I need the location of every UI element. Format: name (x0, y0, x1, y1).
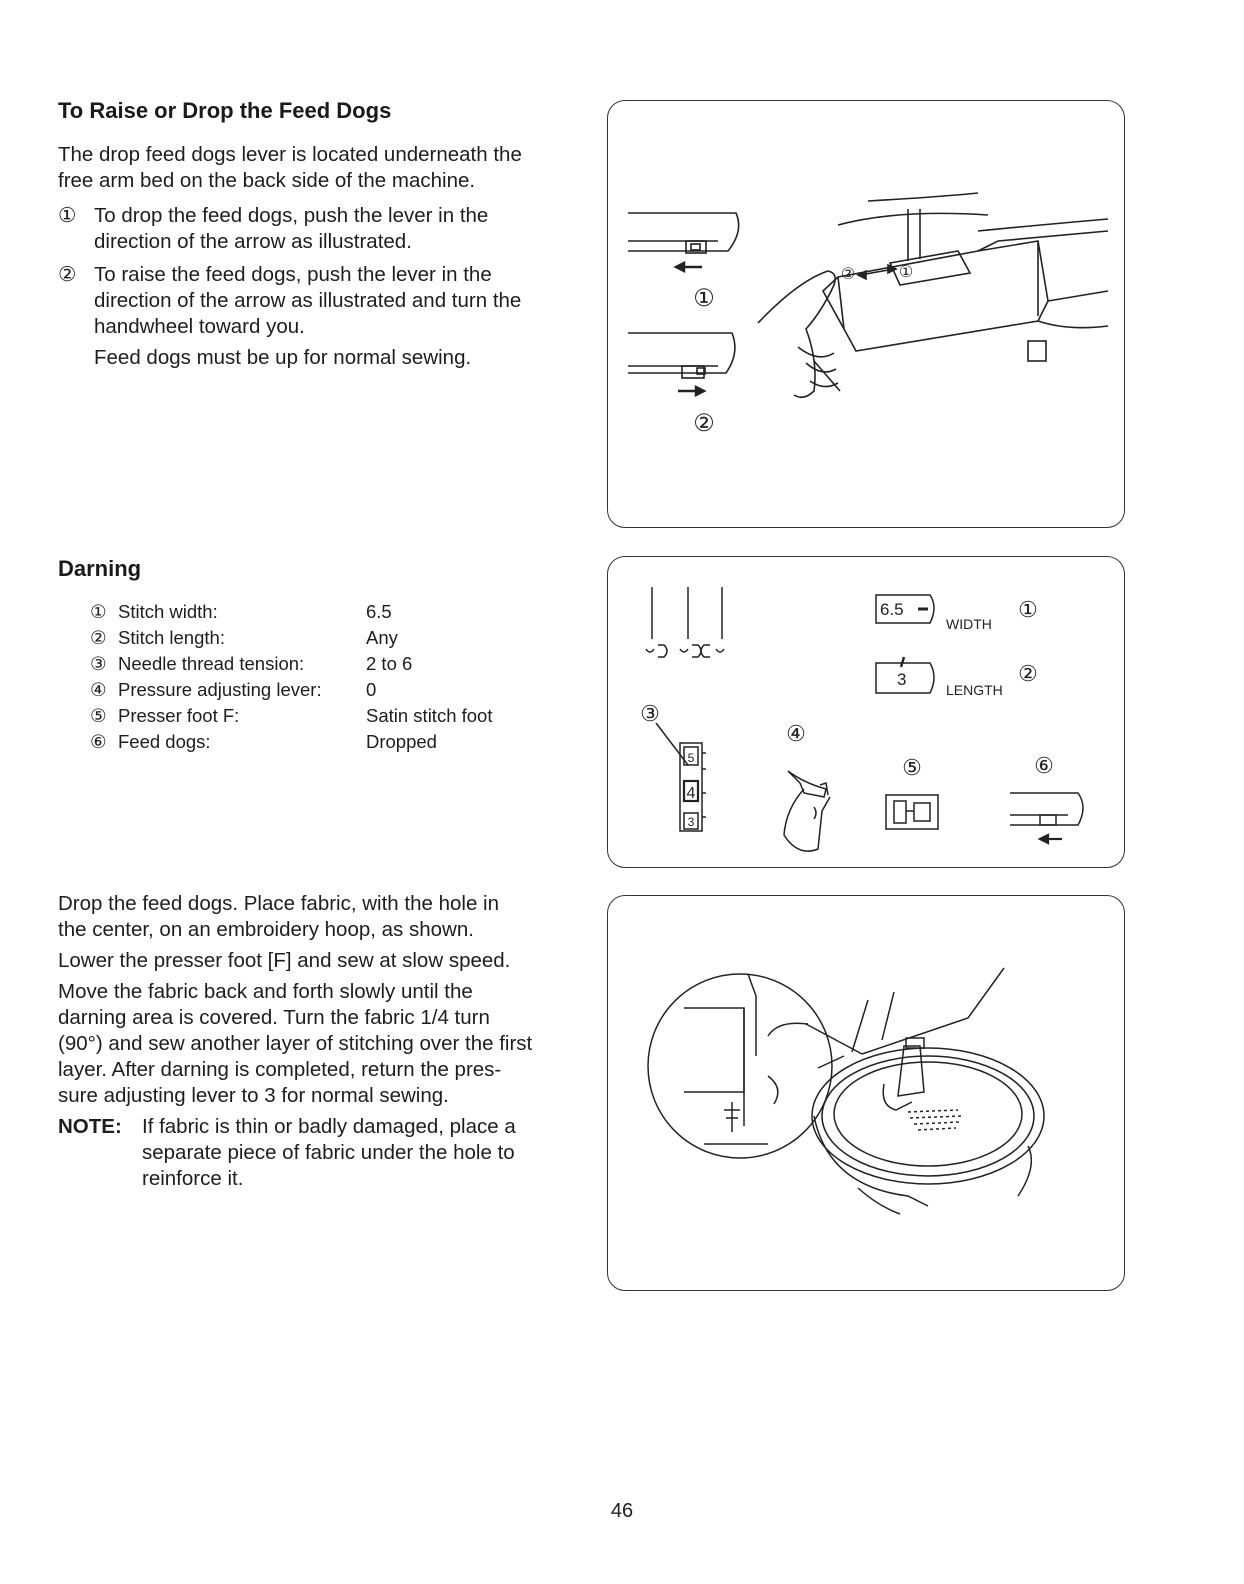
darning-hoop-figure (607, 895, 1125, 1291)
instruction-paragraph (58, 891, 588, 943)
intro-line: free arm bed on the back side of the machine. (58, 169, 476, 192)
setting-row (90, 625, 570, 651)
note-label: NOTE: (58, 1115, 122, 1138)
instruction-paragraph (58, 979, 588, 1109)
setting-row (90, 729, 570, 755)
setting-value: Dropped (366, 731, 437, 752)
setting-row (90, 599, 570, 625)
setting-value: Any (366, 627, 398, 648)
setting-value: 2 to 6 (366, 653, 413, 674)
dial-selected-number: 4 (686, 785, 696, 802)
darning-settings-illustration (608, 557, 1124, 867)
step-line: handwheel toward you. (94, 315, 305, 338)
note-line: If fabric is thin or badly damaged, place a (142, 1115, 516, 1138)
callout-1: ① (693, 285, 715, 312)
figure-callout-6: ⑥ (1034, 753, 1054, 778)
darning-heading: Darning (58, 556, 142, 581)
feed-dogs-intro (58, 142, 588, 194)
step-number: ① (58, 204, 77, 227)
dial-bottom-number: 3 (687, 815, 695, 829)
darning-settings (90, 599, 570, 755)
setting-number: ① (90, 601, 107, 622)
figure-callout-1: ① (1018, 597, 1038, 622)
callout-2: ② (693, 410, 715, 437)
instruction-line: Lower the presser foot [F] and sew at slow speed. (58, 949, 511, 972)
feed-dogs-steps (58, 203, 598, 371)
figure-callout-5: ⑤ (902, 755, 922, 780)
instruction-line: sure adjusting lever to 3 for normal sewing. (58, 1084, 449, 1107)
inset-callout-1: ① (898, 264, 914, 281)
instruction-line: (90°) and sew another layer of stitching over the first (58, 1032, 533, 1055)
figure-callout-3: ③ (640, 701, 660, 726)
feed-dogs-figure (607, 100, 1125, 528)
darning-instructions (58, 891, 588, 1192)
darning-settings-figure (607, 556, 1125, 868)
instruction-line: layer. After darning is completed, return the pres- (58, 1058, 502, 1081)
setting-row (90, 703, 570, 729)
setting-number: ⑥ (90, 731, 107, 752)
setting-label: Needle thread tension: (118, 653, 305, 674)
feed-dogs-heading: To Raise or Drop the Feed Dogs (58, 98, 392, 123)
step-line: direction of the arrow as illustrated. (94, 230, 412, 253)
figure-callout-4: ④ (786, 721, 806, 746)
note-line: reinforce it. (142, 1167, 244, 1190)
setting-value: 6.5 (366, 601, 392, 622)
note-line: separate piece of fabric under the hole to (142, 1141, 515, 1164)
instruction-line: darning area is covered. Turn the fabric 1/4 turn (58, 1006, 490, 1029)
note-block (58, 1114, 588, 1192)
setting-number: ④ (90, 679, 107, 700)
darning-hoop-illustration (608, 896, 1124, 1290)
length-value: 3 (897, 670, 907, 689)
inset-callout-2: ② (840, 266, 856, 283)
feed-dogs-illustration (608, 101, 1124, 527)
step-line: direction of the arrow as illustrated and turn the (94, 289, 522, 312)
intro-line: The drop feed dogs lever is located underneath the (58, 143, 522, 166)
setting-number: ⑤ (90, 705, 107, 726)
setting-value: Satin stitch foot (366, 705, 493, 726)
instruction-line: Drop the feed dogs. Place fabric, with the hole in (58, 892, 500, 915)
figure-callout-2: ② (1018, 661, 1038, 686)
setting-label: Stitch length: (118, 627, 225, 648)
instruction-paragraph (58, 948, 588, 974)
setting-label: Stitch width: (118, 601, 218, 622)
page-number: 46 (610, 1500, 634, 1522)
step-line: To raise the feed dogs, push the lever in the (94, 263, 492, 286)
step-1 (58, 203, 598, 255)
setting-number: ② (90, 627, 107, 648)
width-label: WIDTH (946, 616, 992, 632)
step-line: To drop the feed dogs, push the lever in the (94, 204, 489, 227)
setting-number: ③ (90, 653, 107, 674)
instruction-line: Move the fabric back and forth slowly until the (58, 980, 473, 1003)
setting-value: 0 (366, 679, 377, 700)
length-label: LENGTH (946, 682, 1003, 698)
setting-label: Pressure adjusting lever: (118, 679, 322, 700)
setting-label: Presser foot F: (118, 705, 240, 726)
step-2 (58, 262, 598, 371)
step-number: ② (58, 263, 77, 286)
width-value: 6.5 (880, 600, 904, 619)
setting-row (90, 677, 570, 703)
feed-dogs-closing: Feed dogs must be up for normal sewing. (94, 346, 472, 369)
setting-row (90, 651, 570, 677)
setting-label: Feed dogs: (118, 731, 211, 752)
instruction-line: the center, on an embroidery hoop, as shown. (58, 918, 474, 941)
dial-top-number: 5 (687, 751, 695, 765)
